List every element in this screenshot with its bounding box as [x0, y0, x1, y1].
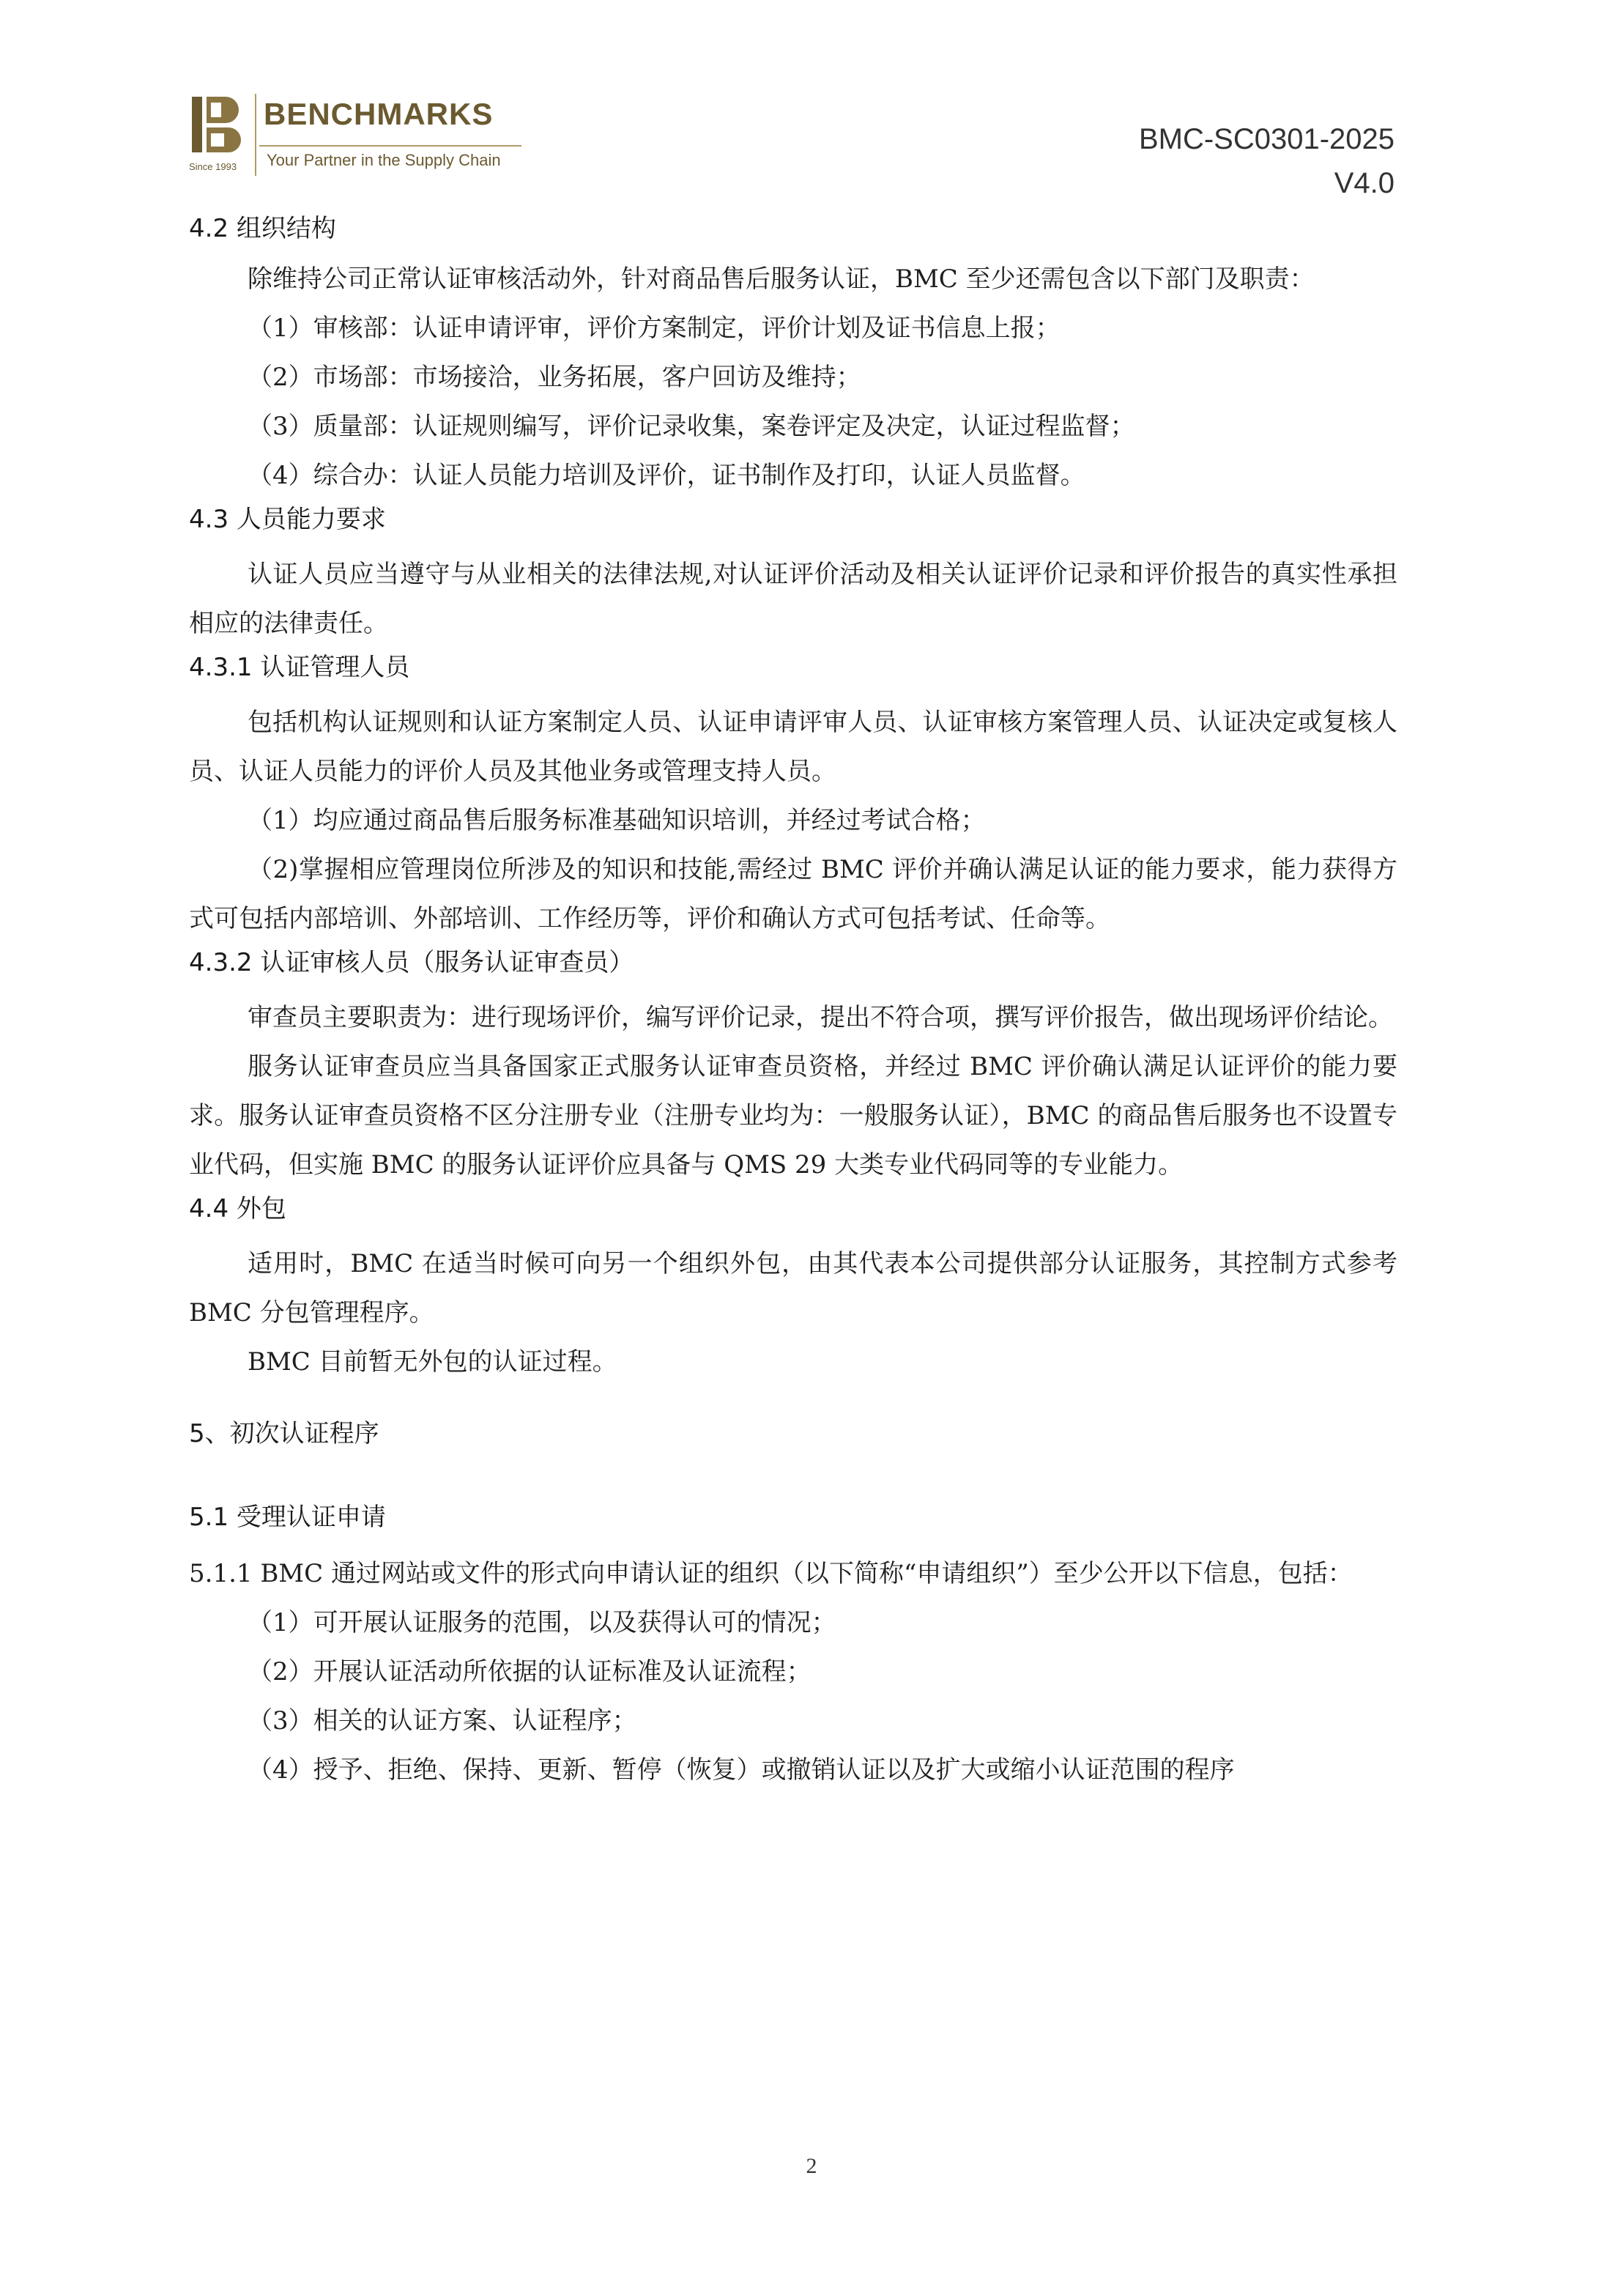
- paragraph-5-1-1: 5.1.1 BMC 通过网站或文件的形式向申请认证的组织（以下简称“申请组织”）至少公开以下信息，包括：: [189, 1559, 1353, 1588]
- document-version: V4.0: [1334, 167, 1394, 199]
- heading-4-3-2: 4.3.2 认证审核人员（服务认证审查员）: [189, 948, 634, 977]
- paragraph-4-3-2-duties: 审查员主要职责为：进行现场评价，编写评价记录，提出不符合项，撰写评价报告，做出现场评价结论。: [248, 1003, 1393, 1032]
- heading-5-1: 5.1 受理认证申请: [189, 1503, 386, 1532]
- logo-divider: [255, 94, 256, 176]
- heading-4-3: 4.3 人员能力要求: [189, 505, 386, 534]
- list-item: （2）开展认证活动所依据的认证标准及认证流程；: [248, 1657, 812, 1686]
- document-id: [1139, 117, 1394, 205]
- brand-name: BENCHMARKS: [264, 97, 494, 131]
- paragraph-4-3-1: 包括机构认证规则和认证方案制定人员、认证申请评审人员、认证审核方案管理人员、认证决定或复核人员、认证人员能力的评价人员及其他业务或管理支持人员。: [189, 708, 1397, 786]
- brand-tagline: Your Partner in the Supply Chain: [267, 151, 501, 169]
- page-number: 2: [806, 2154, 817, 2178]
- list-item: （1）均应通过商品售后服务标准基础知识培训，并经过考试合格；: [248, 806, 986, 835]
- list-item: （3）相关的认证方案、认证程序；: [248, 1706, 637, 1736]
- list-item: （1）可开展认证服务的范围，以及获得认可的情况；: [248, 1608, 836, 1637]
- list-item: （2）市场部：市场接洽，业务拓展，客户回访及维持；: [248, 363, 861, 392]
- paragraph-4-3-2-qualification: 服务认证审查员应当具备国家正式服务认证审查员资格，并经过 BMC 评价确认满足认证评价的能力要求。服务认证审查员资格不区分注册专业（注册专业均为：一般服务认证），BMC 的商品售后服务也不设置专业代码，但实施 BMC 的服务认证评价应具备与 QMS 29 大类专业代码同等的专业能力。: [189, 1052, 1397, 1180]
- heading-4-3-1: 4.3.1 认证管理人员: [189, 653, 410, 682]
- list-item: （1）审核部：认证申请评审，评价方案制定，评价计划及证书信息上报；: [248, 314, 1061, 343]
- paragraph-4-4-none: BMC 目前暂无外包的认证过程。: [248, 1347, 617, 1377]
- list-item: （4）授予、拒绝、保持、更新、暂停（恢复）或撤销认证以及扩大或缩小认证范围的程序: [248, 1755, 1235, 1785]
- paragraph-4-3: 认证人员应当遵守与从业相关的法律法规,对认证评价活动及相关认证评价记录和评价报告的真实性承担相应的法律责任。: [189, 560, 1397, 638]
- since-label: Since 1993: [189, 161, 237, 172]
- page-body: [189, 214, 1397, 1795]
- heading-5: 5、初次认证程序: [189, 1419, 379, 1448]
- heading-4-2: 4.2 组织结构: [189, 214, 336, 243]
- paragraph-4-2: 除维持公司正常认证审核活动外，针对商品售后服务认证，BMC 至少还需包含以下部门及职责：: [248, 264, 1315, 294]
- document-code: BMC-SC0301-2025: [1138, 123, 1394, 155]
- list-item: （4）综合办：认证人员能力培训及评价，证书制作及打印，认证人员监督。: [248, 461, 1085, 490]
- brand-underline: [259, 145, 521, 147]
- company-logo: [189, 92, 526, 180]
- list-item: （3）质量部：认证规则编写，评价记录收集，案卷评定及决定，认证过程监督；: [248, 412, 1135, 441]
- paragraph-4-3-1-item2: （2)掌握相应管理岗位所涉及的知识和技能,需经过 BMC 评价并确认满足认证的能力要求，能力获得方式可包括内部培训、外部培训、工作经历等，评价和确认方式可包括考试、任命等。: [189, 855, 1397, 933]
- heading-4-4: 4.4 外包: [189, 1194, 286, 1223]
- benchmarks-logo-icon: [189, 92, 248, 160]
- paragraph-4-4-outsourcing: 适用时，BMC 在适当时候可向另一个组织外包，由其代表本公司提供部分认证服务，其控制方式参考 BMC 分包管理程序。: [189, 1249, 1397, 1327]
